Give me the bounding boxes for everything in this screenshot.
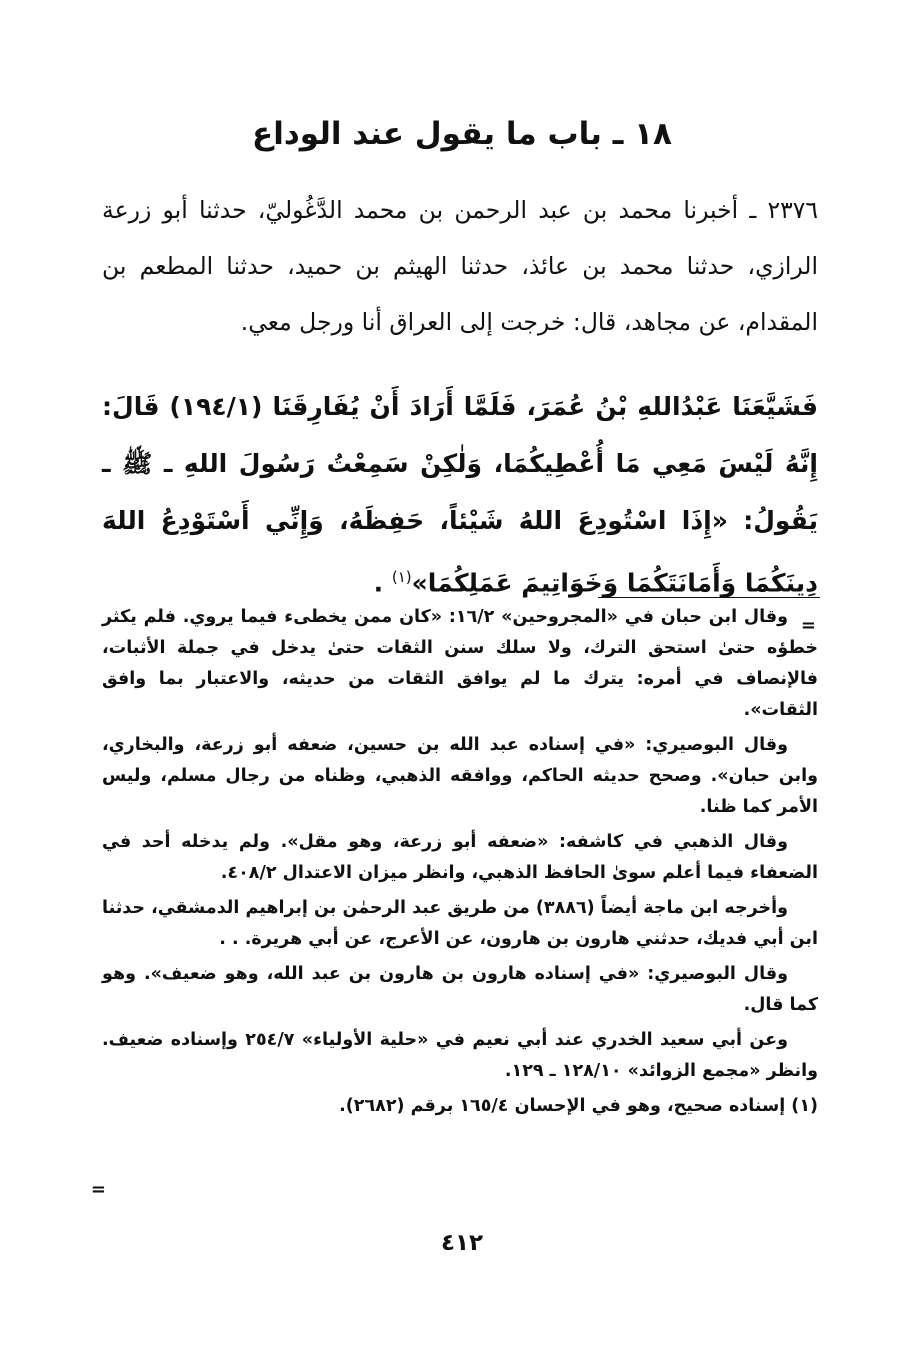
footnote-paragraph: وعن أبي سعيد الخدري عند أبي نعيم في «حلية الأولياء» ٢٥٤/٧ وإسناده ضعيف. وانظر «مجمع الزوائد» ١٢٨/١٠ ـ ١٢٩. (102, 1030, 818, 1081)
footnote-paragraph: وقال البوصيري: «في إسناده هارون بن هارون بن عبد الله، وهو ضعيف». وهو كما قال. (102, 964, 818, 1015)
footnote-separator-line (598, 597, 820, 598)
hadith-matn-text: فَشَيَّعَنَا عَبْدُاللهِ بْنُ عُمَرَ، فَلَمَّا أَرَادَ أَنْ يُفَارِقَنَا (١٩٤/١) قَالَ: إِنَّهُ لَيْسَ مَعِي مَا أُعْطِيكُمَا، وَلٰكِنْ سَمِعْتُ رَسُولَ اللهِ ـ ﷺ ـ يَقُولُ: «إِذَا اسْتُودِعَ اللهُ شَيْئاً، حَفِظَهُ، وَإِنِّي أَسْتَوْدِعُ اللهَ دِينَكُمَا وَأَمَانَتَكُمَا وَخَوَاتِيمَ عَمَلِكُمَا» (102, 392, 818, 598)
footnote-paragraph: وأخرجه ابن ماجة أيضاً (٣٨٨٦) من طريق عبد الرحمٰن بن إبراهيم الدمشقي، حدثنا ابن أبي فديك، حدثني هارون بن هارون، عن الأعرج، عن أبي هريرة. . . (102, 898, 818, 949)
footnote-paragraph: وقال الذهبي في كاشفه: «ضعفه أبو زرعة، وهو مقل». ولم يدخله أحد في الضعفاء فيما أعلم سوىٰ الحافظ الذهبي، وانظر ميزان الاعتدال ٤٠٨/٢. (102, 832, 818, 883)
footnote-reference: (١) (391, 568, 412, 586)
page-number: ٤١٢ (440, 1230, 484, 1256)
hadith-isnad: ٢٣٧٦ ـ أخبرنا محمد بن عبد الرحمن بن محمد الدَّغُوليّ، حدثنا أبو زرعة الرازي، حدثنا محمد بن عائذ، حدثنا الهيثم بن حميد، حدثنا المطعم بن المقدام، عن مجاهد، قال: خرجت إلى العراق أنا ورجل معي. (102, 196, 818, 336)
footnotes-section (102, 602, 818, 1126)
hadith-matn (102, 378, 818, 611)
footnote-1: (١) إسناده صحيح، وهو في الإحسان ١٦٥/٤ برقم (٢٦٨٢). (339, 1096, 818, 1116)
continuation-mark-top: = (800, 615, 816, 636)
footnote-paragraph: وقال البوصيري: «في إسناده عبد الله بن حسين، ضعفه أبو زرعة، والبخاري، وابن حبان». وصحح حديثه الحاكم، ووافقه الذهبي، وظناه من رجال مسلم، وليس الأمر كما ظنا. (102, 735, 818, 817)
footnote-paragraph: وقال ابن حبان في «المجروحين» ١٦/٢: «كان ممن يخطىء فيما يروي. فلم يكثر خطؤه حتىٰ استحق الترك، ولا سلك سنن الثقات حتىٰ يدخل في جملة الأثبات، فالإنصاف في أمره: يترك ما لم يوافق الثقات من حديثه، والاعتبار بما وافق الثقات». (102, 607, 818, 720)
hadith-matn-end: . (373, 568, 384, 598)
chapter-title: ١٨ ـ باب ما يقول عند الوداع (252, 116, 672, 152)
continuation-mark-bottom: = (90, 1179, 106, 1200)
